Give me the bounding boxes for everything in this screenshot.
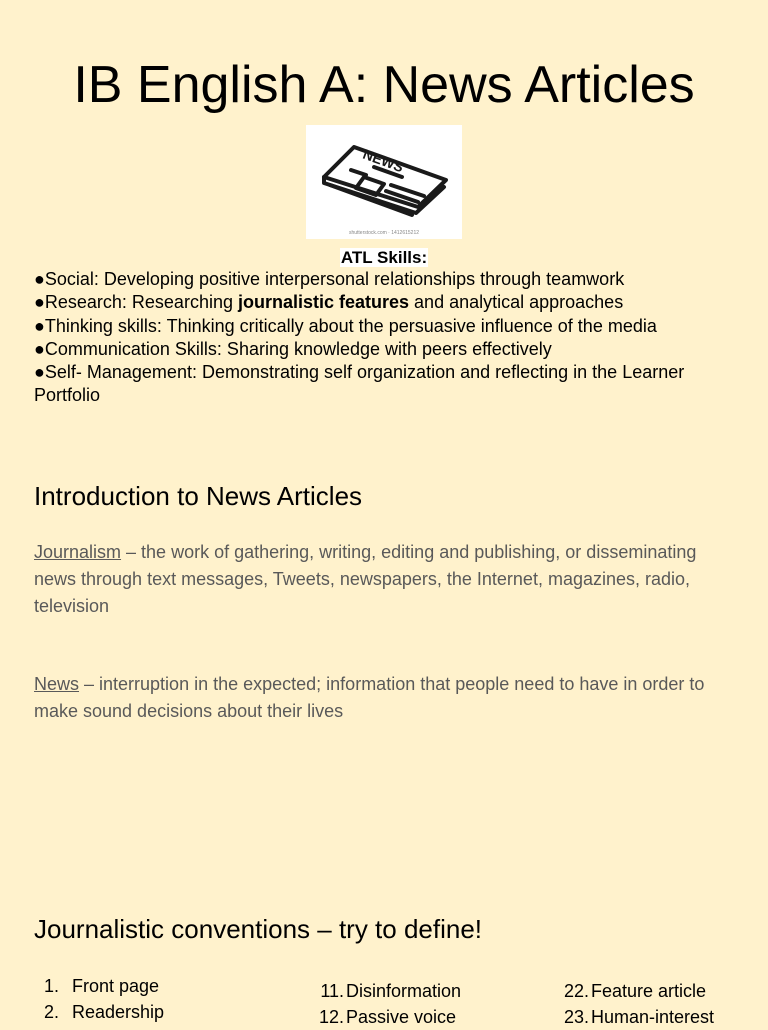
news-term: News [34, 674, 80, 694]
intro-heading: Introduction to News Articles [34, 481, 363, 511]
journalism-term: Journalism [34, 542, 122, 562]
conventions-heading: Journalistic conventions – try to define! [34, 914, 483, 944]
journalism-definition: Journalism – the work of gathering, writing, editing and publishing, or disseminating news through text messages, Tweets, newspapers, the Internet, magazines, radio, television [34, 542, 697, 616]
news-image [306, 125, 462, 239]
list-item: 12. Passive voice [318, 1007, 457, 1027]
list-item: 23. Human-interest [563, 1007, 715, 1027]
image-caption: shutterstock.com · 1412615212 [348, 230, 420, 236]
news-definition: News – interruption in the expected; information that people need to have in order to make sound decisions about their lives [34, 674, 705, 721]
atl-item-research: ●Research: Researching journalistic features and analytical approaches [34, 292, 624, 313]
list-item: 2. Readership [43, 1002, 165, 1022]
page-title: IB English A: News Articles [73, 56, 695, 114]
atl-item-communication: ●Communication Skills: Sharing knowledge with peers effectively [34, 338, 552, 359]
atl-item-social: ●Social: Developing positive interpersonal relationships through teamwork [34, 269, 625, 289]
list-item: 11. Disinformation [320, 981, 462, 1001]
atl-heading: ATL Skills: [340, 248, 428, 267]
news-image-headline: NEWS [360, 145, 406, 176]
list-item: 1. Front page [43, 976, 160, 996]
atl-item-thinking: ●Thinking skills: Thinking critically about the persuasive influence of the media [34, 315, 657, 336]
atl-skills-list [34, 268, 746, 408]
list-item: 22. Feature article [563, 981, 707, 1001]
atl-item-self-management: ●Self- Management: Demonstrating self organization and reflecting in the Learner Portfolio [34, 362, 685, 406]
conventions-list-col3 [561, 978, 714, 1030]
newspaper-icon [306, 125, 462, 225]
conventions-list-col1 [34, 973, 164, 1025]
conventions-list-col2 [316, 978, 461, 1030]
